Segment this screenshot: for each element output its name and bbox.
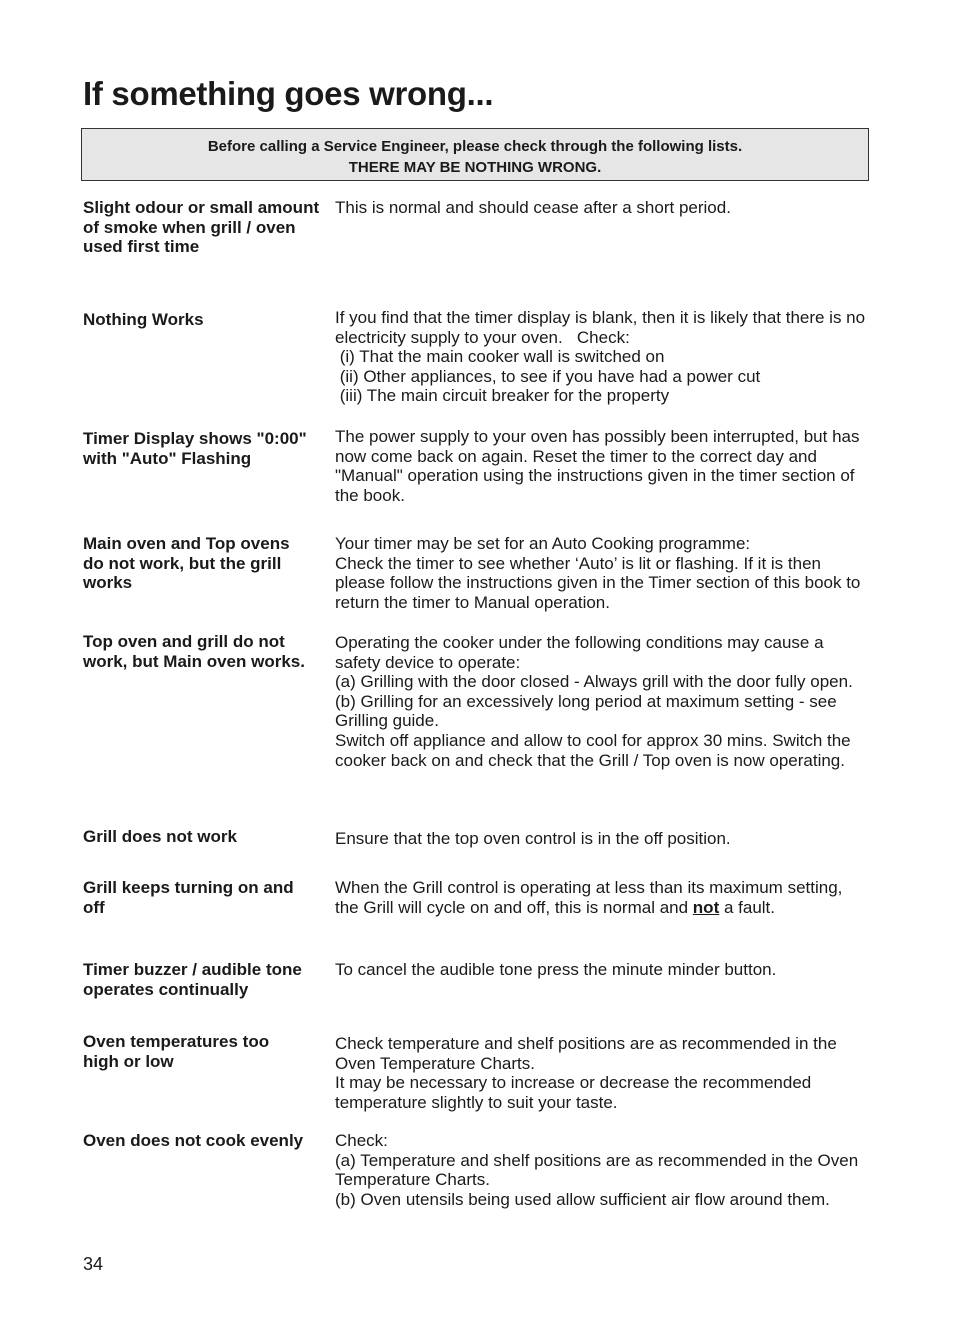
- remedy-text: [335, 1131, 869, 1209]
- remedy-text: [335, 633, 869, 770]
- symptom-label: Nothing Works: [83, 310, 204, 329]
- remedy-line: To cancel the audible tone press the minute minder button.: [335, 960, 777, 979]
- symptom-label: Oven temperatures too high or low: [83, 1032, 270, 1071]
- page-number: 34: [83, 1254, 104, 1274]
- symptom-label: Grill keeps turning on and off: [83, 878, 294, 917]
- remedy-line: (a) Temperature and shelf positions are as recommended in the Oven Temperature Charts.: [335, 1150, 863, 1190]
- remedy-line: Check:: [335, 1131, 388, 1150]
- symptom-label: Oven does not cook evenly: [83, 1131, 304, 1150]
- remedy-line: (iii) The main circuit breaker for the property: [335, 386, 670, 406]
- remedy-line: It may be necessary to increase or decrease the recommended temperature slightly to suit your taste.: [335, 1073, 816, 1112]
- remedy-text: [335, 878, 869, 917]
- remedy-line: The power supply to your oven has possibly been interrupted, but has now come back on again. Reset the timer to the correct day and "Manual" operation using the instructions given in the timer section of the book.: [335, 427, 865, 505]
- page-title: If something goes wrong...: [83, 75, 494, 112]
- remedy-text: [335, 1034, 869, 1112]
- remedy-line: (ii) Other appliances, to see if you have had a power cut: [335, 366, 761, 386]
- remedy-text: [335, 198, 869, 218]
- remedy-line: Check temperature and shelf positions are as recommended in the Oven Temperature Charts.: [335, 1034, 842, 1073]
- remedy-text-before: When the Grill control is operating at less than its maximum setting, the Grill will cycle on and off, this is normal and: [335, 878, 848, 917]
- remedy-text: [335, 829, 869, 849]
- symptom-label: Main oven and Top ovens do not work, but the grill works: [83, 534, 290, 593]
- remedy-line: (b) Grilling for an excessively long period at maximum setting - see Grilling guide.: [335, 691, 842, 731]
- remedy-text: [335, 427, 869, 505]
- symptom-label: Top oven and grill do not work, but Main oven works.: [83, 632, 305, 671]
- remedy-line: (a) Grilling with the door closed - Always grill with the door fully open.: [335, 672, 853, 692]
- notice-line-1: Before calling a Service Engineer, please check through the following lists.: [207, 138, 743, 155]
- remedy-line: (b) Oven utensils being used allow sufficient air flow around them.: [335, 1189, 830, 1209]
- symptom-label: Slight odour or small amount of smoke when grill / oven used first time: [83, 198, 320, 257]
- remedy-line: [335, 878, 869, 917]
- remedy-text: [335, 534, 869, 612]
- remedy-line: Operating the cooker under the following conditions may cause a safety device to operate:: [335, 633, 829, 672]
- remedy-text-after: a fault.: [719, 897, 775, 917]
- symptom-label: Timer Display shows "0:00" with "Auto" Flashing: [83, 429, 307, 468]
- remedy-line: Ensure that the top oven control is in the off position.: [335, 829, 731, 848]
- notice-line-2: THERE MAY BE NOTHING WRONG.: [348, 159, 602, 176]
- remedy-text: [335, 960, 869, 980]
- remedy-line: If you find that the timer display is blank, then it is likely that there is no electricity supply to your oven. Check:: [335, 308, 870, 347]
- remedy-line: Switch off appliance and allow to cool for approx 30 mins. Switch the cooker back on and check that the Grill / Top oven is now operating.: [335, 730, 856, 770]
- remedy-line: Check the timer to see whether ‘Auto’ is lit or flashing. If it is then please follow the instructions given in the Timer section of this book to return the timer to Manual operation.: [335, 553, 866, 612]
- remedy-line: (i) That the main cooker wall is switched on: [335, 347, 665, 367]
- remedy-emphasis: not: [692, 897, 720, 917]
- remedy-line: This is normal and should cease after a short period.: [335, 198, 731, 217]
- remedy-text: [335, 308, 869, 406]
- symptom-label: Grill does not work: [83, 827, 237, 846]
- symptom-label: Timer buzzer / audible tone operates continually: [83, 960, 302, 999]
- notice-box: [81, 128, 869, 181]
- remedy-line: Your timer may be set for an Auto Cooking programme:: [335, 534, 751, 553]
